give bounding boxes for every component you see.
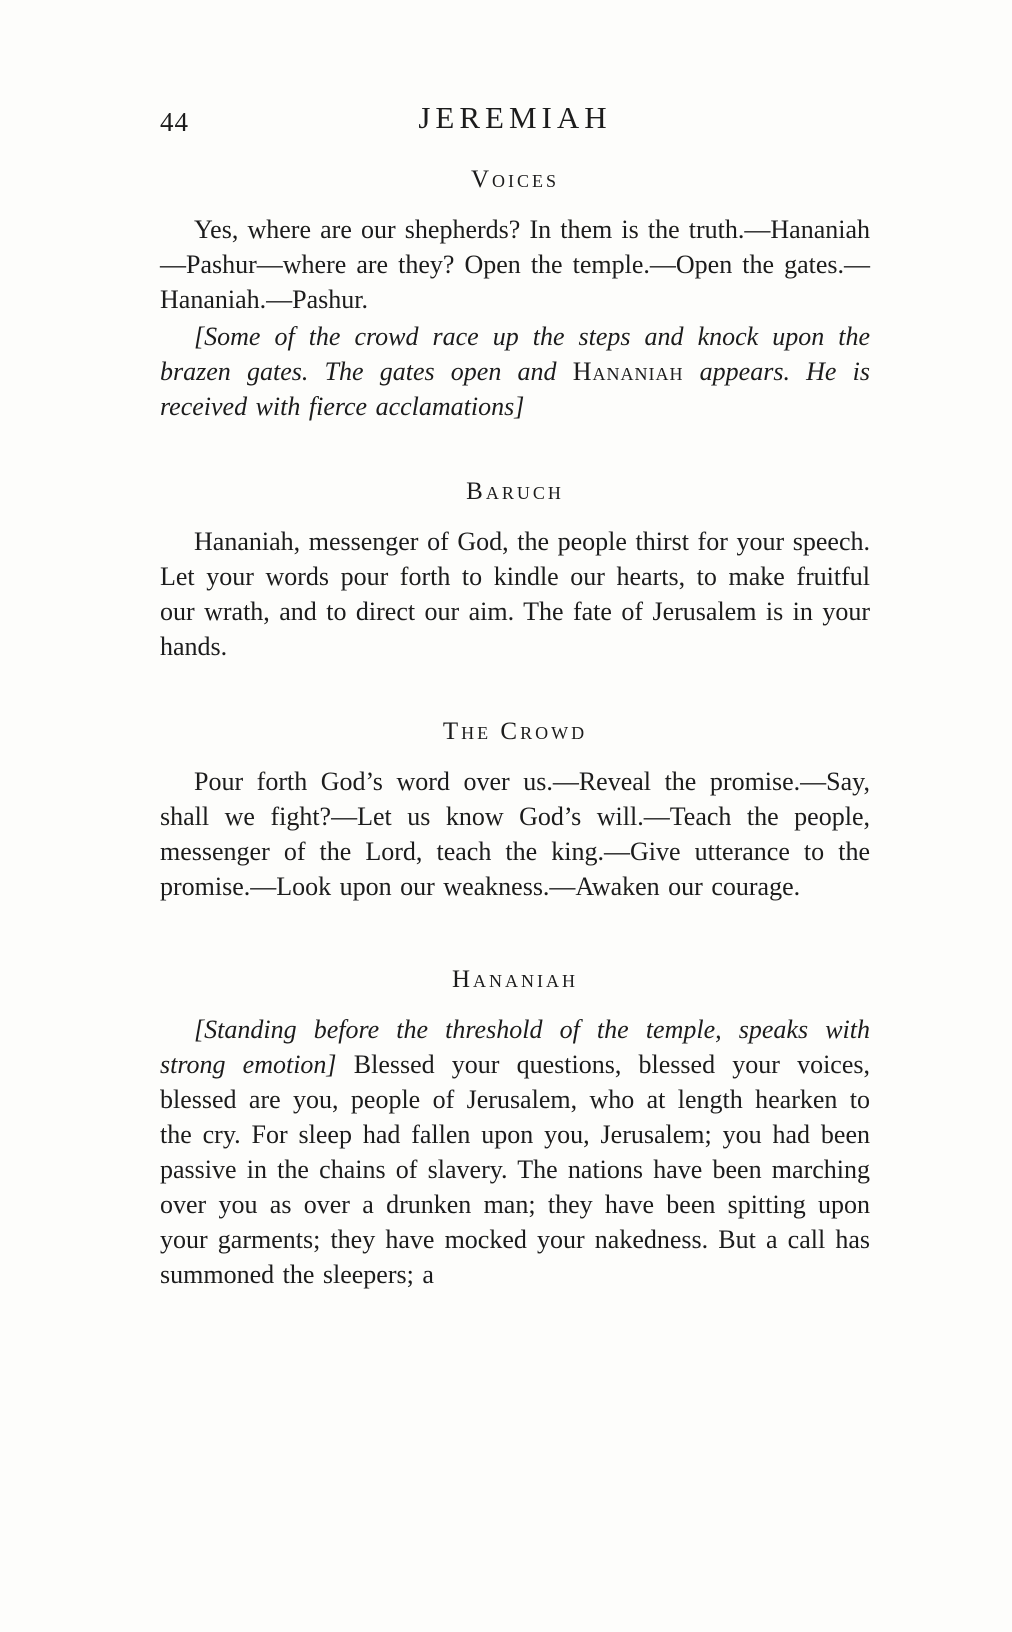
page-header: [160, 100, 870, 144]
section-baruch: [160, 478, 870, 664]
page-number: 44: [160, 107, 189, 137]
dialogue-baruch: Hananiah, messenger of God, the people thirst for your speech. Let your words pour forth to kindle our hearts, to make fruitful our wrath, and to direct our aim. The fate of Jerusalem is in your hands.: [160, 527, 870, 661]
dialogue-text-hananiah: Blessed your questions, blessed your voices, blessed are you, people of Jerusalem, who at length hearken to the cry. For sleep had fallen upon you, Jerusalem; you had been passive in the chains of slavery. The nations have been marching over you as over a drunken man; they have been spitting upon your garments; they have mocked your nakedness. But a call has summoned the sleepers; a: [160, 1050, 871, 1289]
character-name-smallcaps: Hananiah: [572, 357, 684, 386]
dialogue-voices: Yes, where are our shepherds? In them is the truth.—Hananiah—Pashur—where are they? Open the temple.—Open the gates.—Hananiah.—Pashur.: [160, 215, 870, 314]
stage-direction-inline-hananiah: [Standing before the threshold of the temple, speaks with strong emotion]: [160, 1015, 870, 1079]
section-voices: [160, 166, 870, 424]
stage-direction-voices: [160, 319, 870, 424]
speaker-heading-the-crowd: The Crowd: [442, 718, 588, 745]
page-title: JEREMIAH: [418, 100, 612, 135]
speaker-heading-voices: Voices: [470, 166, 560, 193]
section-the-crowd: [160, 718, 870, 904]
speaker-heading-baruch: Baruch: [466, 478, 564, 505]
dialogue-the-crowd: Pour forth God’s word over us.—Reveal the promise.—Say, shall we fight?—Let us know God’s will.—Teach the people, messenger of the Lord, teach the king.—Give utterance to the promise.—Look upon our weakness.—Awaken our courage.: [160, 767, 870, 901]
section-hananiah: [160, 966, 870, 1292]
speaker-heading-hananiah: Hananiah: [451, 966, 579, 993]
dialogue-hananiah: [160, 1012, 870, 1292]
stage-direction-text-start: [Some of the crowd race up the steps and knock upon the brazen gates. The gates open and: [160, 322, 870, 386]
stage-direction-text-end: appears. He is received with fierce acclamations]: [160, 357, 870, 421]
